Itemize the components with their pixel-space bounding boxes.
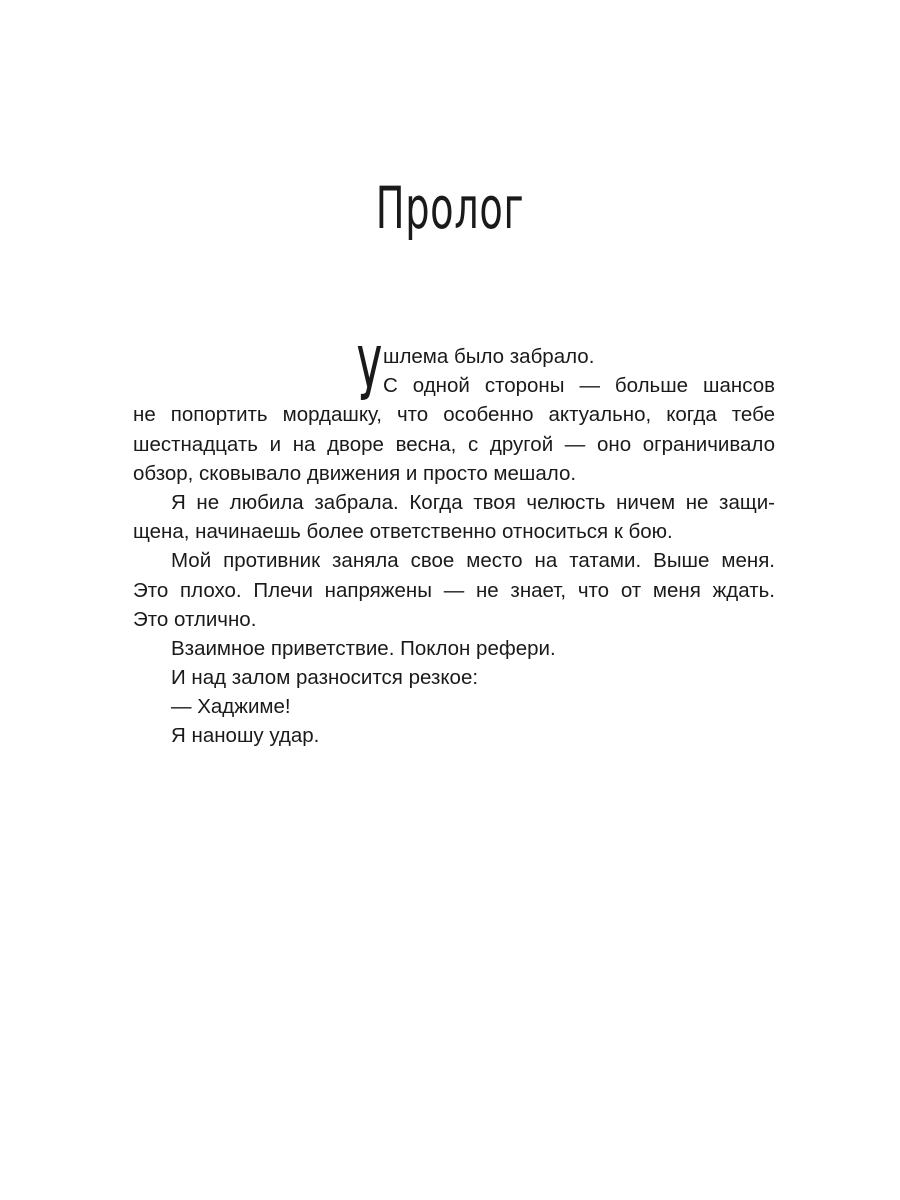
text-line-6: Я не любила забрала. Когда твоя челюсть ничем не защи- [171, 490, 775, 514]
text-line-8: Мой противник заняла свое место на татами. Выше меня. [171, 549, 775, 573]
text-line-3: не попортить мордашку, что особенно актуально, когда тебе [133, 403, 775, 427]
text-line-12: И над залом разносится резкое: [171, 666, 479, 690]
chapter-title: Пролог [375, 174, 525, 242]
text-line-11: Взаимное приветствие. Поклон рефери. [171, 636, 556, 660]
drop-cap-letter: У [357, 332, 382, 418]
text-line-14: Я наношу удар. [171, 724, 320, 748]
chapter-body [133, 332, 775, 751]
text-line-5: обзор, сковывало движения и просто мешало. [133, 461, 577, 485]
text-line-10: Это отлично. [133, 607, 257, 631]
text-line-7: щена, начинаешь более ответственно относиться к бою. [133, 520, 673, 544]
text-line-2: С одной стороны — больше шансов [383, 374, 775, 398]
text-line-9: Это плохо. Плечи напряжены — не знает, что от меня ждать. [133, 578, 775, 602]
text-line-13: — Хаджиме! [171, 695, 291, 719]
text-line-1: шлема было забрало. [383, 345, 595, 368]
text-line-4: шестнадцать и на дворе весна, с другой — оно ограничивало [133, 432, 775, 456]
